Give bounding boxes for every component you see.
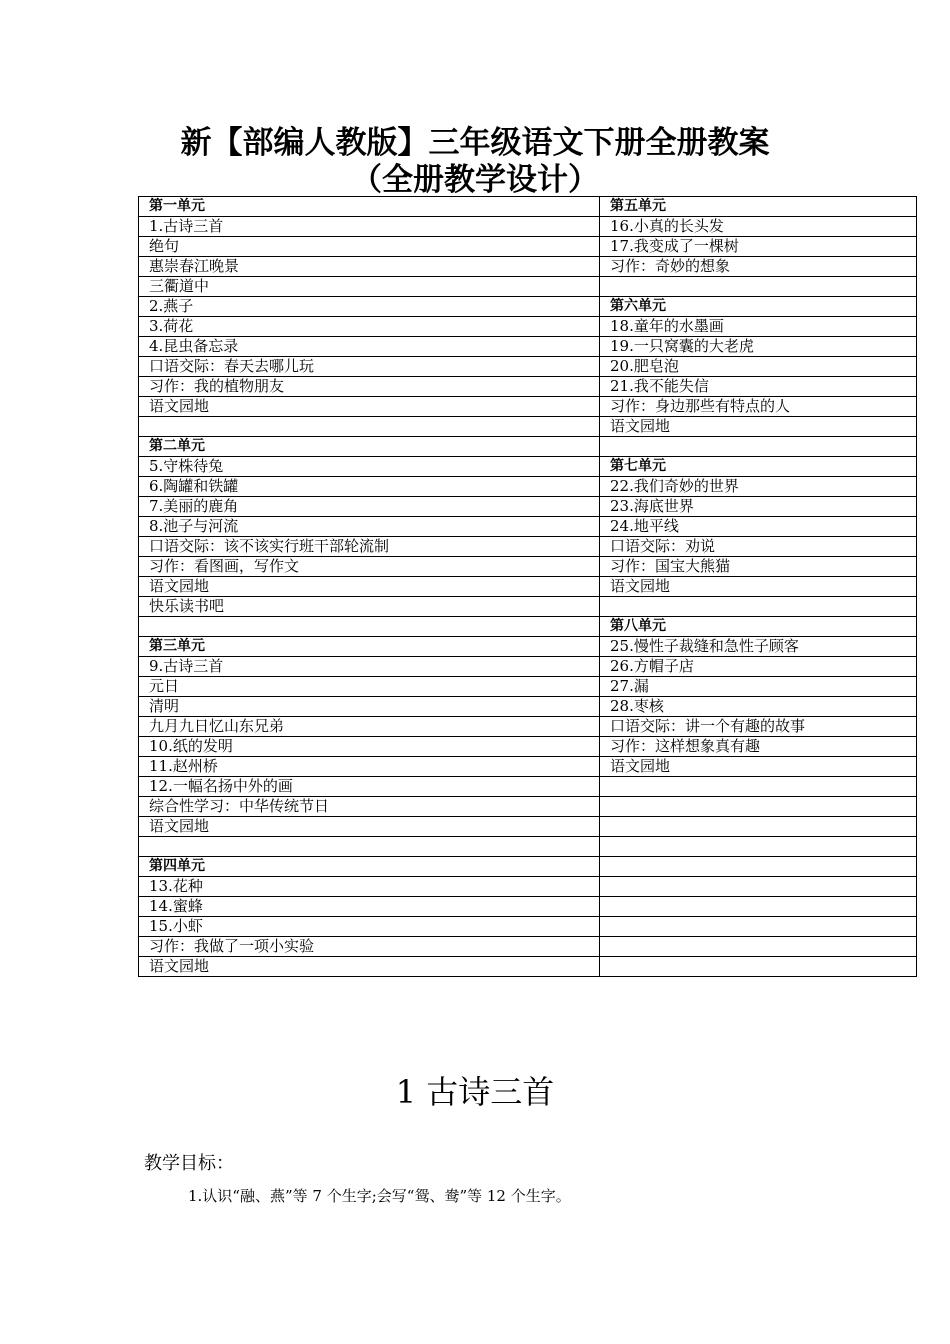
table-row: [139, 697, 917, 717]
toc-cell-left: 第四单元: [139, 857, 600, 877]
table-row: [139, 857, 917, 877]
toc-cell-right: 23.海底世界: [600, 497, 917, 517]
toc-cell-left: 5.守株待兔: [139, 457, 600, 477]
toc-cell-left: 惠崇春江晚景: [139, 257, 600, 277]
toc-cell-right: [600, 797, 917, 817]
toc-cell-right: 语文园地: [600, 417, 917, 437]
table-row: [139, 277, 917, 297]
toc-cell-right: 19.一只窝囊的大老虎: [600, 337, 917, 357]
table-row: [139, 817, 917, 837]
toc-cell-right: [600, 837, 917, 857]
toc-cell-right: 24.地平线: [600, 517, 917, 537]
table-row: [139, 477, 917, 497]
table-row: [139, 197, 917, 217]
toc-cell-right: [600, 277, 917, 297]
table-row: [139, 337, 917, 357]
toc-cell-left: 习作：看图画，写作文: [139, 557, 600, 577]
toc-cell-left: 口语交际：该不该实行班干部轮流制: [139, 537, 600, 557]
toc-cell-left: 元日: [139, 677, 600, 697]
toc-cell-right: 语文园地: [600, 577, 917, 597]
toc-cell-left: 口语交际：春天去哪儿玩: [139, 357, 600, 377]
toc-cell-left: 15.小虾: [139, 917, 600, 937]
toc-cell-left: 10.纸的发明: [139, 737, 600, 757]
toc-cell-left: 3.荷花: [139, 317, 600, 337]
toc-cell-left: 6.陶罐和铁罐: [139, 477, 600, 497]
table-row: [139, 377, 917, 397]
toc-cell-right: 第八单元: [600, 617, 917, 637]
table-row: [139, 557, 917, 577]
table-row: [139, 517, 917, 537]
toc-cell-right: 口语交际：讲一个有趣的故事: [600, 717, 917, 737]
toc-body: [139, 197, 917, 977]
toc-cell-right: 18.童年的水墨画: [600, 317, 917, 337]
toc-cell-right: [600, 817, 917, 837]
toc-cell-right: [600, 917, 917, 937]
table-row: [139, 717, 917, 737]
table-row: [139, 777, 917, 797]
toc-cell-right: [600, 597, 917, 617]
toc-cell-left: 三衢道中: [139, 277, 600, 297]
toc-cell-right: 第五单元: [600, 197, 917, 217]
toc-cell-left: 绝句: [139, 237, 600, 257]
table-row: [139, 417, 917, 437]
toc-cell-left: 8.池子与河流: [139, 517, 600, 537]
toc-cell-right: 习作：这样想象真有趣: [600, 737, 917, 757]
toc-cell-left: 语文园地: [139, 957, 600, 977]
toc-cell-right: 16.小真的长头发: [600, 217, 917, 237]
toc-cell-right: 第七单元: [600, 457, 917, 477]
toc-cell-right: 口语交际：劝说: [600, 537, 917, 557]
toc-cell-right: 语文园地: [600, 757, 917, 777]
toc-cell-right: [600, 437, 917, 457]
document-subtitle: （全册教学设计）: [351, 162, 599, 198]
toc-cell-right: 习作：身边那些有特点的人: [600, 397, 917, 417]
table-row: [139, 917, 917, 937]
table-row: [139, 437, 917, 457]
toc-cell-left: 快乐读书吧: [139, 597, 600, 617]
toc-cell-left: 13.花种: [139, 877, 600, 897]
toc-cell-left: 习作：我做了一项小实验: [139, 937, 600, 957]
toc-cell-left: 第三单元: [139, 637, 600, 657]
toc-cell-right: 20.肥皂泡: [600, 357, 917, 377]
toc-cell-right: 28.枣核: [600, 697, 917, 717]
toc-cell-left: 12.一幅名扬中外的画: [139, 777, 600, 797]
toc-cell-left: 综合性学习：中华传统节日: [139, 797, 600, 817]
toc-cell-left: 14.蜜蜂: [139, 897, 600, 917]
table-row: [139, 297, 917, 317]
table-row: [139, 677, 917, 697]
table-row: [139, 457, 917, 477]
toc-cell-left: [139, 417, 600, 437]
table-row: [139, 537, 917, 557]
toc-cell-left: 清明: [139, 697, 600, 717]
table-row: [139, 877, 917, 897]
table-row: [139, 357, 917, 377]
lesson-title: 1 古诗三首: [395, 1073, 555, 1111]
table-row: [139, 957, 917, 977]
table-row: [139, 897, 917, 917]
toc-cell-right: 习作：国宝大熊猫: [600, 557, 917, 577]
toc-cell-right: 25.慢性子裁缝和急性子顾客: [600, 637, 917, 657]
toc-cell-right: 习作：奇妙的想象: [600, 257, 917, 277]
toc-cell-right: [600, 877, 917, 897]
toc-cell-right: 21.我不能失信: [600, 377, 917, 397]
toc-cell-right: [600, 857, 917, 877]
toc-cell-left: [139, 617, 600, 637]
toc-cell-right: 第六单元: [600, 297, 917, 317]
table-row: [139, 617, 917, 637]
table-row: [139, 257, 917, 277]
table-row: [139, 237, 917, 257]
table-of-contents: [138, 196, 917, 977]
toc-cell-left: 9.古诗三首: [139, 657, 600, 677]
table-row: [139, 597, 917, 617]
toc-cell-left: 第二单元: [139, 437, 600, 457]
toc-cell-right: 27.漏: [600, 677, 917, 697]
toc-cell-left: 7.美丽的鹿角: [139, 497, 600, 517]
table-row: [139, 637, 917, 657]
table-row: [139, 797, 917, 817]
goal-item: 1.认识“融、燕”等 7 个生字;会写“鸳、鸯”等 12 个生字。: [188, 1187, 571, 1205]
toc-cell-left: 九月九日忆山东兄弟: [139, 717, 600, 737]
toc-cell-left: 1.古诗三首: [139, 217, 600, 237]
toc-cell-left: 语文园地: [139, 397, 600, 417]
toc-cell-right: 26.方帽子店: [600, 657, 917, 677]
table-row: [139, 397, 917, 417]
toc-cell-left: 4.昆虫备忘录: [139, 337, 600, 357]
table-row: [139, 737, 917, 757]
toc-cell-left: 11.赵州桥: [139, 757, 600, 777]
table-row: [139, 317, 917, 337]
document-title: 新【部编人教版】三年级语文下册全册教案: [180, 125, 770, 161]
toc-cell-left: [139, 837, 600, 857]
table-row: [139, 757, 917, 777]
toc-cell-left: 语文园地: [139, 577, 600, 597]
table-row: [139, 837, 917, 857]
table-row: [139, 497, 917, 517]
table-row: [139, 577, 917, 597]
toc-cell-left: 习作：我的植物朋友: [139, 377, 600, 397]
table-row: [139, 937, 917, 957]
toc-cell-left: 语文园地: [139, 817, 600, 837]
toc-cell-right: 17.我变成了一棵树: [600, 237, 917, 257]
table-row: [139, 657, 917, 677]
toc-cell-left: 第一单元: [139, 197, 600, 217]
toc-cell-right: [600, 777, 917, 797]
toc-cell-right: 22.我们奇妙的世界: [600, 477, 917, 497]
toc-cell-left: 2.燕子: [139, 297, 600, 317]
toc-cell-right: [600, 957, 917, 977]
table-row: [139, 217, 917, 237]
toc-cell-right: [600, 937, 917, 957]
toc-cell-right: [600, 897, 917, 917]
goals-heading: 教学目标：: [144, 1153, 234, 1174]
